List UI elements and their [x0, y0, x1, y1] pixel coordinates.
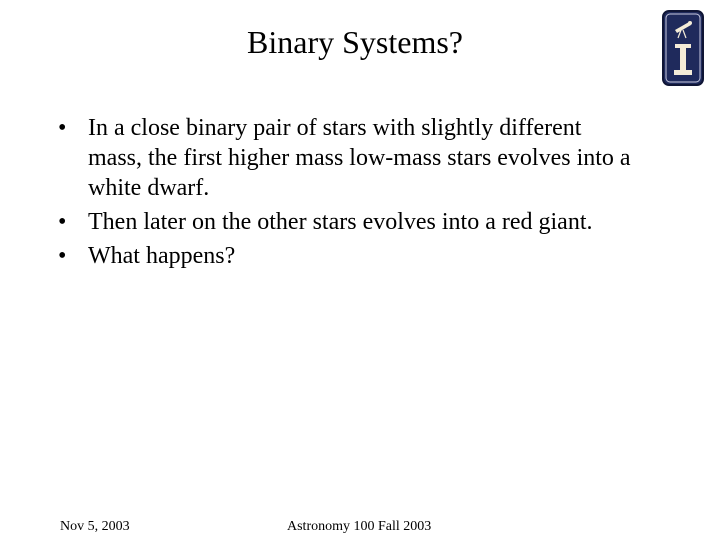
bullet-marker: •: [58, 115, 67, 141]
university-seal-icon: [662, 10, 704, 86]
bullet-text: Then later on the other stars evolves into a red giant.: [88, 209, 593, 235]
bullet-text: What happens?: [88, 243, 236, 269]
footer-course: Astronomy 100 Fall 2003: [287, 519, 432, 534]
bullet-list: [58, 113, 638, 275]
footer-date: Nov 5, 2003: [60, 519, 130, 534]
bullet-text: In a close binary pair of stars with slightly different mass, the first higher mass low-mass stars evolves into a white dwarf.: [88, 115, 631, 201]
bullet-item: [58, 207, 638, 237]
bullet-item: [58, 113, 638, 203]
bullet-marker: •: [58, 209, 67, 235]
bullet-item: [58, 241, 638, 271]
slide-title: Binary Systems?: [247, 24, 463, 60]
bullet-marker: •: [58, 243, 67, 269]
